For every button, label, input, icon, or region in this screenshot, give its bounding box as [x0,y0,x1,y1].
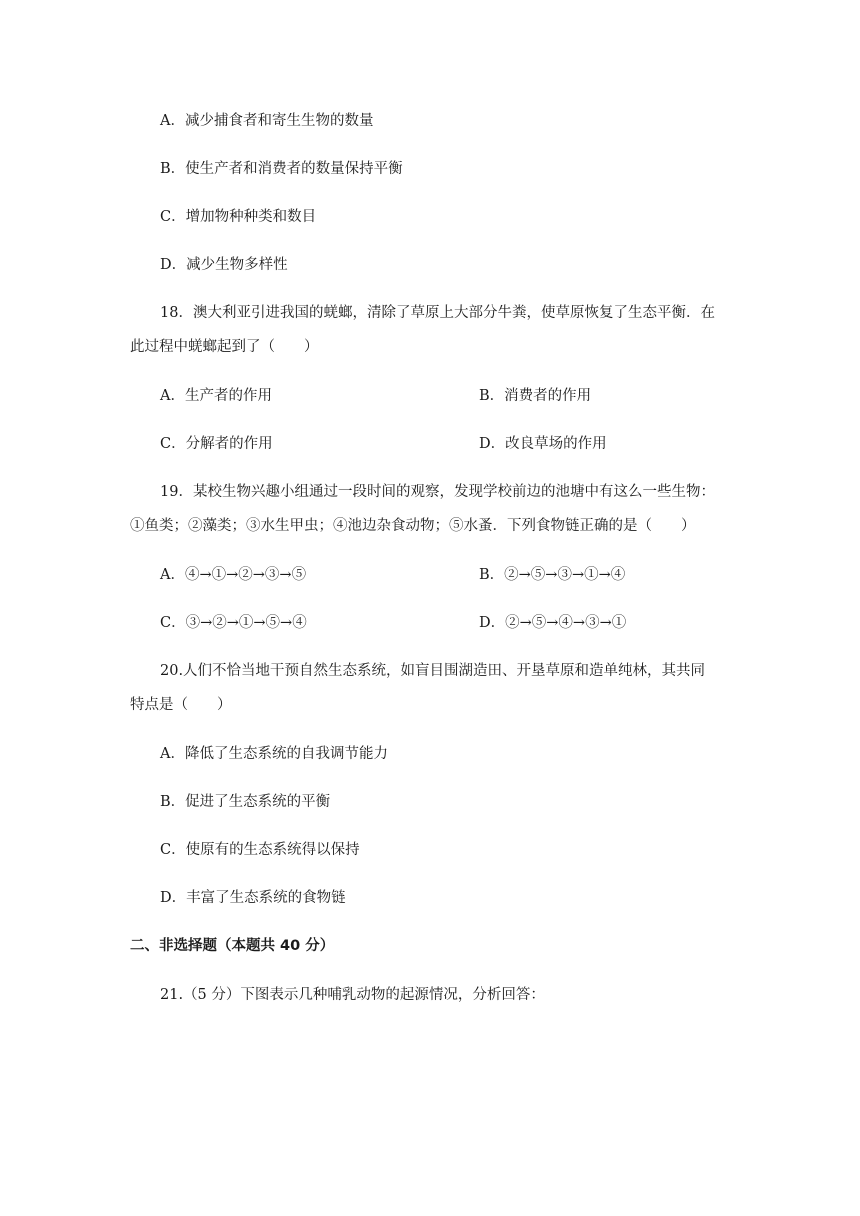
q20-option-d: D．丰富了生态系统的食物链 [160,890,346,906]
q18-stem-line2: 此过程中蜣螂起到了（ ） [130,339,319,355]
q20-option-b: B．促进了生态系统的平衡 [160,794,331,810]
q18-stem-line1: 18．澳大利亚引进我国的蜣螂，清除了草原上大部分牛粪，使草原恢复了生态平衡．在 [160,305,715,321]
q20-stem-line2: 特点是（ ） [130,697,232,713]
q19-option-a: A．④→①→②→③→⑤ [160,567,307,583]
q20-option-a: A．降低了生态系统的自我调节能力 [160,746,388,762]
q21-stem: 21.（5 分）下图表示几种哺乳动物的起源情况，分析回答： [160,987,545,1003]
q17-option-a: A．减少捕食者和寄生生物的数量 [160,113,374,129]
q18-option-a: A．生产者的作用 [160,388,272,404]
q19-stem-line2: ①鱼类；②藻类；③水生甲虫；④池边杂食动物；⑤水蚤．下列食物链正确的是（ ） [130,518,696,534]
q19-option-c: C．③→②→①→⑤→④ [160,615,307,631]
q20-stem-line1: 20.人们不恰当地干预自然生态系统，如盲目围湖造田、开垦草原和造单纯林，其共同 [160,663,706,679]
q17-option-c: C．增加物种种类和数目 [160,209,317,225]
q18-option-b: B．消费者的作用 [479,388,592,404]
q18-option-c: C．分解者的作用 [160,436,273,452]
q19-stem-line1: 19．某校生物兴趣小组通过一段时间的观察，发现学校前边的池塘中有这么一些生物： [160,484,715,500]
section2-heading: 二、非选择题（本题共 40 分） [130,938,335,954]
q19-option-d: D．②→⑤→④→③→① [479,615,627,631]
q20-option-c: C．使原有的生态系统得以保持 [160,842,360,858]
q17-option-b: B．使生产者和消费者的数量保持平衡 [160,161,403,177]
q17-option-d: D．减少生物多样性 [160,257,288,273]
q18-option-d: D．改良草场的作用 [479,436,607,452]
q19-option-b: B．②→⑤→③→①→④ [479,567,626,583]
